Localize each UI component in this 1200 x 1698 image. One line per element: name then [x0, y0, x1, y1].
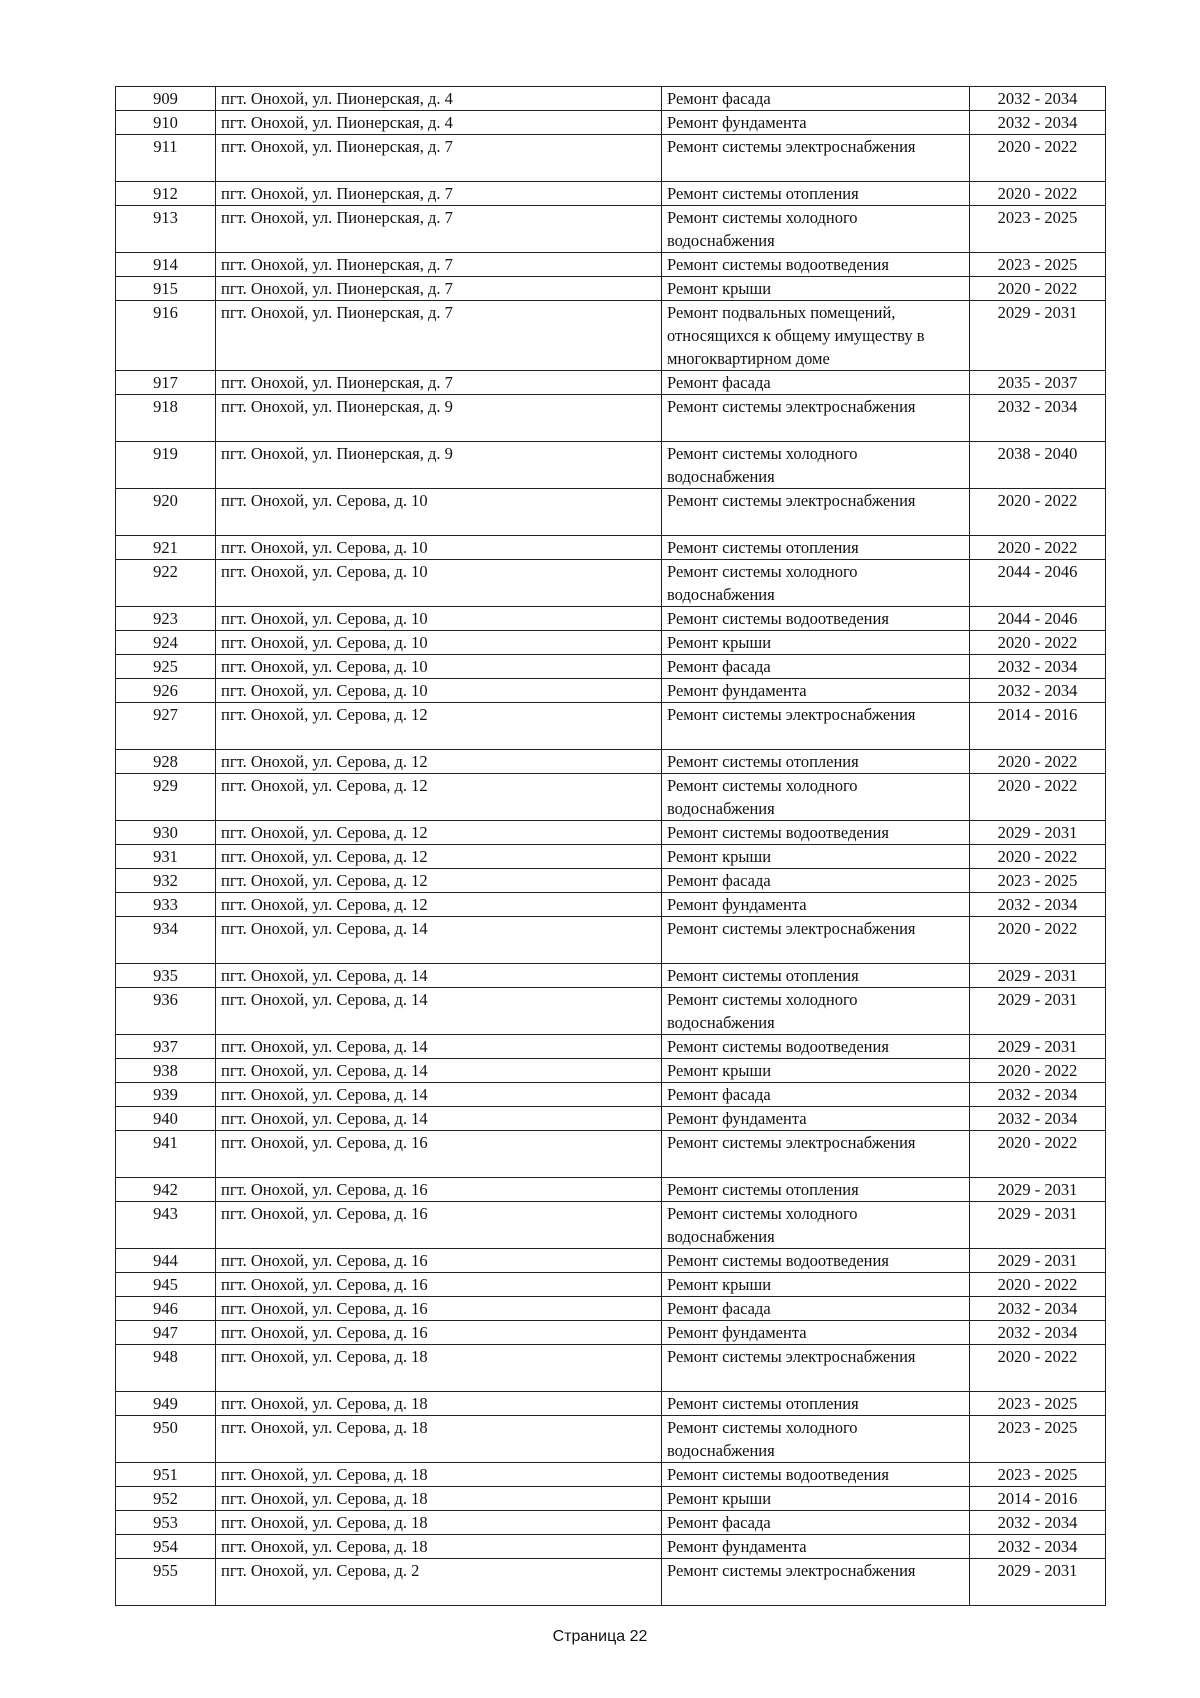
row-number-cell: 934: [116, 917, 216, 964]
work-type-cell: Ремонт системы водоотведения: [662, 821, 970, 845]
period-cell: 2020 - 2022: [970, 631, 1106, 655]
row-number-cell: 948: [116, 1345, 216, 1392]
period-cell: 2032 - 2034: [970, 655, 1106, 679]
period-cell: 2032 - 2034: [970, 1535, 1106, 1559]
period-cell: 2029 - 2031: [970, 1559, 1106, 1606]
period-cell: 2029 - 2031: [970, 1035, 1106, 1059]
period-cell: 2044 - 2046: [970, 607, 1106, 631]
table-row: [116, 1059, 1106, 1083]
period-cell: 2020 - 2022: [970, 1273, 1106, 1297]
table-row: [116, 750, 1106, 774]
table-row: [116, 1083, 1106, 1107]
table-row: [116, 1487, 1106, 1511]
address-cell: пгт. Онохой, ул. Серова, д. 12: [216, 845, 662, 869]
row-number-cell: 942: [116, 1178, 216, 1202]
work-type-cell: Ремонт фундамента: [662, 1321, 970, 1345]
row-number-cell: 944: [116, 1249, 216, 1273]
row-number-cell: 912: [116, 182, 216, 206]
address-cell: пгт. Онохой, ул. Пионерская, д. 9: [216, 395, 662, 442]
row-number-cell: 922: [116, 560, 216, 607]
work-type-cell: Ремонт системы холодного водоснабжения: [662, 1416, 970, 1463]
address-cell: пгт. Онохой, ул. Серова, д. 10: [216, 489, 662, 536]
work-type-cell: Ремонт крыши: [662, 1487, 970, 1511]
table-row: [116, 1321, 1106, 1345]
address-cell: пгт. Онохой, ул. Пионерская, д. 4: [216, 111, 662, 135]
period-cell: 2029 - 2031: [970, 301, 1106, 371]
row-number-cell: 930: [116, 821, 216, 845]
row-number-cell: 952: [116, 1487, 216, 1511]
row-number-cell: 954: [116, 1535, 216, 1559]
address-cell: пгт. Онохой, ул. Пионерская, д. 7: [216, 277, 662, 301]
work-type-cell: Ремонт системы холодного водоснабжения: [662, 442, 970, 489]
period-cell: 2029 - 2031: [970, 988, 1106, 1035]
table-row: [116, 253, 1106, 277]
row-number-cell: 914: [116, 253, 216, 277]
row-number-cell: 928: [116, 750, 216, 774]
period-cell: 2020 - 2022: [970, 135, 1106, 182]
period-cell: 2032 - 2034: [970, 679, 1106, 703]
address-cell: пгт. Онохой, ул. Серова, д. 14: [216, 988, 662, 1035]
address-cell: пгт. Онохой, ул. Серова, д. 12: [216, 750, 662, 774]
table-row: [116, 1511, 1106, 1535]
table-row: [116, 371, 1106, 395]
work-type-cell: Ремонт крыши: [662, 1059, 970, 1083]
work-type-cell: Ремонт системы отопления: [662, 750, 970, 774]
row-number-cell: 923: [116, 607, 216, 631]
table-row: [116, 1178, 1106, 1202]
table-row: [116, 869, 1106, 893]
address-cell: пгт. Онохой, ул. Серова, д. 14: [216, 1107, 662, 1131]
row-number-cell: 919: [116, 442, 216, 489]
work-type-cell: Ремонт фундамента: [662, 1107, 970, 1131]
row-number-cell: 929: [116, 774, 216, 821]
work-type-cell: Ремонт крыши: [662, 845, 970, 869]
period-cell: 2020 - 2022: [970, 1345, 1106, 1392]
work-type-cell: Ремонт системы электроснабжения: [662, 395, 970, 442]
row-number-cell: 925: [116, 655, 216, 679]
table-row: [116, 774, 1106, 821]
row-number-cell: 931: [116, 845, 216, 869]
address-cell: пгт. Онохой, ул. Серова, д. 18: [216, 1392, 662, 1416]
row-number-cell: 918: [116, 395, 216, 442]
work-type-cell: Ремонт системы водоотведения: [662, 1249, 970, 1273]
work-type-cell: Ремонт крыши: [662, 631, 970, 655]
address-cell: пгт. Онохой, ул. Серова, д. 10: [216, 655, 662, 679]
row-number-cell: 920: [116, 489, 216, 536]
address-cell: пгт. Онохой, ул. Серова, д. 14: [216, 964, 662, 988]
period-cell: 2032 - 2034: [970, 87, 1106, 111]
work-type-cell: Ремонт фасада: [662, 1511, 970, 1535]
row-number-cell: 937: [116, 1035, 216, 1059]
period-cell: 2032 - 2034: [970, 1083, 1106, 1107]
row-number-cell: 915: [116, 277, 216, 301]
row-number-cell: 936: [116, 988, 216, 1035]
row-number-cell: 946: [116, 1297, 216, 1321]
period-cell: 2032 - 2034: [970, 893, 1106, 917]
work-type-cell: Ремонт системы холодного водоснабжения: [662, 206, 970, 253]
address-cell: пгт. Онохой, ул. Пионерская, д. 7: [216, 371, 662, 395]
address-cell: пгт. Онохой, ул. Серова, д. 14: [216, 1083, 662, 1107]
row-number-cell: 939: [116, 1083, 216, 1107]
table-row: [116, 301, 1106, 371]
address-cell: пгт. Онохой, ул. Пионерская, д. 9: [216, 442, 662, 489]
period-cell: 2032 - 2034: [970, 1107, 1106, 1131]
row-number-cell: 911: [116, 135, 216, 182]
work-type-cell: Ремонт подвальных помещений, относящихся к общему имуществу в многоквартирном доме: [662, 301, 970, 371]
work-type-cell: Ремонт системы отопления: [662, 536, 970, 560]
period-cell: 2032 - 2034: [970, 1321, 1106, 1345]
period-cell: 2023 - 2025: [970, 1463, 1106, 1487]
address-cell: пгт. Онохой, ул. Серова, д. 16: [216, 1297, 662, 1321]
table-row: [116, 560, 1106, 607]
table-row: [116, 1035, 1106, 1059]
table-row: [116, 1535, 1106, 1559]
work-type-cell: Ремонт фасада: [662, 87, 970, 111]
row-number-cell: 913: [116, 206, 216, 253]
table-row: [116, 489, 1106, 536]
period-cell: 2032 - 2034: [970, 111, 1106, 135]
row-number-cell: 947: [116, 1321, 216, 1345]
address-cell: пгт. Онохой, ул. Серова, д. 14: [216, 917, 662, 964]
period-cell: 2014 - 2016: [970, 703, 1106, 750]
address-cell: пгт. Онохой, ул. Серова, д. 10: [216, 631, 662, 655]
address-cell: пгт. Онохой, ул. Серова, д. 12: [216, 703, 662, 750]
period-cell: 2038 - 2040: [970, 442, 1106, 489]
table-row: [116, 1297, 1106, 1321]
address-cell: пгт. Онохой, ул. Серова, д. 18: [216, 1463, 662, 1487]
period-cell: 2029 - 2031: [970, 1178, 1106, 1202]
work-type-cell: Ремонт системы отопления: [662, 182, 970, 206]
work-type-cell: Ремонт системы холодного водоснабжения: [662, 774, 970, 821]
period-cell: 2029 - 2031: [970, 821, 1106, 845]
work-type-cell: Ремонт системы водоотведения: [662, 607, 970, 631]
row-number-cell: 938: [116, 1059, 216, 1083]
address-cell: пгт. Онохой, ул. Серова, д. 2: [216, 1559, 662, 1606]
row-number-cell: 927: [116, 703, 216, 750]
table-row: [116, 395, 1106, 442]
table-row: [116, 845, 1106, 869]
period-cell: 2020 - 2022: [970, 182, 1106, 206]
period-cell: 2020 - 2022: [970, 536, 1106, 560]
address-cell: пгт. Онохой, ул. Серова, д. 12: [216, 821, 662, 845]
work-type-cell: Ремонт системы водоотведения: [662, 1463, 970, 1487]
period-cell: 2023 - 2025: [970, 206, 1106, 253]
table-row: [116, 655, 1106, 679]
period-cell: 2032 - 2034: [970, 1511, 1106, 1535]
row-number-cell: 932: [116, 869, 216, 893]
table-row: [116, 1273, 1106, 1297]
row-number-cell: 909: [116, 87, 216, 111]
work-type-cell: Ремонт фасада: [662, 1083, 970, 1107]
work-type-cell: Ремонт фундамента: [662, 111, 970, 135]
row-number-cell: 921: [116, 536, 216, 560]
row-number-cell: 949: [116, 1392, 216, 1416]
row-number-cell: 943: [116, 1202, 216, 1249]
work-type-cell: Ремонт системы отопления: [662, 964, 970, 988]
table-row: [116, 1107, 1106, 1131]
table-row: [116, 1559, 1106, 1606]
table-row: [116, 1392, 1106, 1416]
address-cell: пгт. Онохой, ул. Пионерская, д. 7: [216, 135, 662, 182]
repairs-table: [115, 86, 1106, 1606]
table-row: [116, 442, 1106, 489]
address-cell: пгт. Онохой, ул. Серова, д. 18: [216, 1345, 662, 1392]
row-number-cell: 924: [116, 631, 216, 655]
table-row: [116, 1202, 1106, 1249]
period-cell: 2023 - 2025: [970, 253, 1106, 277]
period-cell: 2020 - 2022: [970, 917, 1106, 964]
work-type-cell: Ремонт системы водоотведения: [662, 1035, 970, 1059]
period-cell: 2023 - 2025: [970, 1392, 1106, 1416]
work-type-cell: Ремонт системы водоотведения: [662, 253, 970, 277]
row-number-cell: 910: [116, 111, 216, 135]
work-type-cell: Ремонт системы холодного водоснабжения: [662, 560, 970, 607]
work-type-cell: Ремонт крыши: [662, 1273, 970, 1297]
work-type-cell: Ремонт фасада: [662, 1297, 970, 1321]
address-cell: пгт. Онохой, ул. Пионерская, д. 7: [216, 301, 662, 371]
work-type-cell: Ремонт фундамента: [662, 679, 970, 703]
address-cell: пгт. Онохой, ул. Серова, д. 16: [216, 1202, 662, 1249]
address-cell: пгт. Онохой, ул. Серова, д. 18: [216, 1511, 662, 1535]
address-cell: пгт. Онохой, ул. Серова, д. 14: [216, 1059, 662, 1083]
work-type-cell: Ремонт фасада: [662, 655, 970, 679]
address-cell: пгт. Онохой, ул. Серова, д. 18: [216, 1535, 662, 1559]
row-number-cell: 917: [116, 371, 216, 395]
period-cell: 2044 - 2046: [970, 560, 1106, 607]
row-number-cell: 953: [116, 1511, 216, 1535]
address-cell: пгт. Онохой, ул. Пионерская, д. 4: [216, 87, 662, 111]
work-type-cell: Ремонт системы электроснабжения: [662, 1345, 970, 1392]
period-cell: 2020 - 2022: [970, 1131, 1106, 1178]
address-cell: пгт. Онохой, ул. Серова, д. 16: [216, 1178, 662, 1202]
repairs-table-body: [116, 87, 1106, 1606]
work-type-cell: Ремонт системы электроснабжения: [662, 917, 970, 964]
address-cell: пгт. Онохой, ул. Серова, д. 16: [216, 1273, 662, 1297]
table-row: [116, 277, 1106, 301]
work-type-cell: Ремонт крыши: [662, 277, 970, 301]
address-cell: пгт. Онохой, ул. Серова, д. 12: [216, 869, 662, 893]
table-row: [116, 87, 1106, 111]
address-cell: пгт. Онохой, ул. Серова, д. 12: [216, 893, 662, 917]
work-type-cell: Ремонт фасада: [662, 371, 970, 395]
period-cell: 2029 - 2031: [970, 964, 1106, 988]
table-row: [116, 1249, 1106, 1273]
address-cell: пгт. Онохой, ул. Серова, д. 10: [216, 536, 662, 560]
address-cell: пгт. Онохой, ул. Серова, д. 16: [216, 1131, 662, 1178]
row-number-cell: 926: [116, 679, 216, 703]
table-row: [116, 1131, 1106, 1178]
table-row: [116, 917, 1106, 964]
table-row: [116, 111, 1106, 135]
row-number-cell: 916: [116, 301, 216, 371]
address-cell: пгт. Онохой, ул. Пионерская, д. 7: [216, 253, 662, 277]
table-row: [116, 607, 1106, 631]
table-row: [116, 964, 1106, 988]
work-type-cell: Ремонт системы электроснабжения: [662, 1131, 970, 1178]
period-cell: 2035 - 2037: [970, 371, 1106, 395]
work-type-cell: Ремонт фундамента: [662, 893, 970, 917]
row-number-cell: 941: [116, 1131, 216, 1178]
work-type-cell: Ремонт системы холодного водоснабжения: [662, 1202, 970, 1249]
work-type-cell: Ремонт системы отопления: [662, 1178, 970, 1202]
page-number: Страница 22: [552, 1628, 648, 1645]
address-cell: пгт. Онохой, ул. Серова, д. 18: [216, 1487, 662, 1511]
period-cell: 2032 - 2034: [970, 395, 1106, 442]
table-row: [116, 703, 1106, 750]
row-number-cell: 940: [116, 1107, 216, 1131]
address-cell: пгт. Онохой, ул. Серова, д. 16: [216, 1321, 662, 1345]
work-type-cell: Ремонт фундамента: [662, 1535, 970, 1559]
period-cell: 2029 - 2031: [970, 1249, 1106, 1273]
work-type-cell: Ремонт системы электроснабжения: [662, 703, 970, 750]
table-row: [116, 135, 1106, 182]
row-number-cell: 933: [116, 893, 216, 917]
period-cell: 2020 - 2022: [970, 489, 1106, 536]
address-cell: пгт. Онохой, ул. Серова, д. 14: [216, 1035, 662, 1059]
period-cell: 2023 - 2025: [970, 869, 1106, 893]
table-row: [116, 679, 1106, 703]
work-type-cell: Ремонт системы холодного водоснабжения: [662, 988, 970, 1035]
period-cell: 2023 - 2025: [970, 1416, 1106, 1463]
period-cell: 2020 - 2022: [970, 845, 1106, 869]
period-cell: 2032 - 2034: [970, 1297, 1106, 1321]
period-cell: 2014 - 2016: [970, 1487, 1106, 1511]
address-cell: пгт. Онохой, ул. Серова, д. 12: [216, 774, 662, 821]
row-number-cell: 935: [116, 964, 216, 988]
table-row: [116, 1345, 1106, 1392]
table-row: [116, 893, 1106, 917]
table-row: [116, 206, 1106, 253]
address-cell: пгт. Онохой, ул. Серова, д. 10: [216, 560, 662, 607]
address-cell: пгт. Онохой, ул. Серова, д. 10: [216, 607, 662, 631]
address-cell: пгт. Онохой, ул. Серова, д. 16: [216, 1249, 662, 1273]
work-type-cell: Ремонт системы электроснабжения: [662, 489, 970, 536]
table-row: [116, 1463, 1106, 1487]
address-cell: пгт. Онохой, ул. Серова, д. 18: [216, 1416, 662, 1463]
address-cell: пгт. Онохой, ул. Пионерская, д. 7: [216, 182, 662, 206]
row-number-cell: 950: [116, 1416, 216, 1463]
row-number-cell: 955: [116, 1559, 216, 1606]
work-type-cell: Ремонт фасада: [662, 869, 970, 893]
row-number-cell: 951: [116, 1463, 216, 1487]
address-cell: пгт. Онохой, ул. Серова, д. 10: [216, 679, 662, 703]
table-row: [116, 988, 1106, 1035]
table-row: [116, 182, 1106, 206]
table-row: [116, 821, 1106, 845]
period-cell: 2029 - 2031: [970, 1202, 1106, 1249]
table-row: [116, 1416, 1106, 1463]
address-cell: пгт. Онохой, ул. Пионерская, д. 7: [216, 206, 662, 253]
period-cell: 2020 - 2022: [970, 1059, 1106, 1083]
table-row: [116, 536, 1106, 560]
work-type-cell: Ремонт системы отопления: [662, 1392, 970, 1416]
row-number-cell: 945: [116, 1273, 216, 1297]
work-type-cell: Ремонт системы электроснабжения: [662, 1559, 970, 1606]
period-cell: 2020 - 2022: [970, 277, 1106, 301]
period-cell: 2020 - 2022: [970, 750, 1106, 774]
table-row: [116, 631, 1106, 655]
period-cell: 2020 - 2022: [970, 774, 1106, 821]
work-type-cell: Ремонт системы электроснабжения: [662, 135, 970, 182]
